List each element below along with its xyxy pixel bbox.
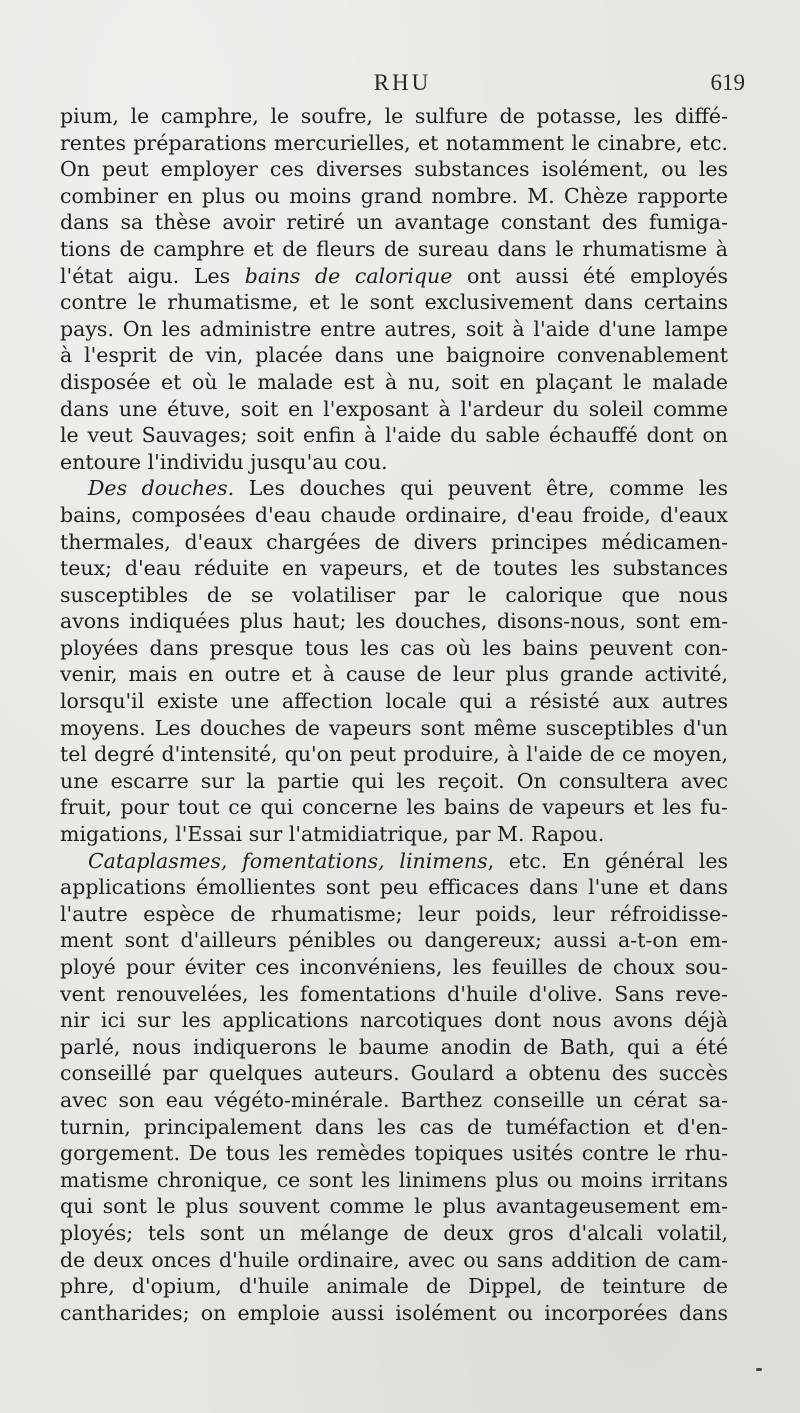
text-line: fruit, pour tout ce qui concerne les bains de vapeurs et les fu- (60, 795, 728, 820)
page-header (60, 70, 745, 106)
text-line: tions de camphre et de fleurs de sureau dans le rhumatisme à (60, 236, 728, 261)
text-line: applications émollientes sont peu efficaces dans l'une et dans (60, 875, 728, 900)
text-line: vent renouvelées, les fomentations d'huile d'olive. Sans reve- (60, 981, 728, 1006)
text-line: ment sont d'ailleurs pénibles ou dangereux; aussi a-t-on em- (60, 928, 728, 953)
text-line: phre, d'opium, d'huile animale de Dippel, de teinture de (60, 1274, 728, 1299)
text-line: On peut employer ces diverses substances isolément, ou les (60, 157, 728, 182)
page-number: 619 (710, 70, 745, 95)
text-line: disposée et où le malade est à nu, soit en plaçant le malade (60, 369, 728, 394)
text-line: nir ici sur les applications narcotiques dont nous avons déjà (60, 1008, 728, 1033)
print-speck (756, 1368, 762, 1371)
text-line: cantharides; on emploie aussi isolément ou incorporées dans (60, 1300, 728, 1325)
text-line: venir, mais en outre et à cause de leur plus grande activité, (60, 662, 728, 687)
text-line: susceptibles de se volatiliser par le calorique que nous (60, 582, 728, 607)
text-line: une escarre sur la partie qui les reçoit. On consultera avec (60, 768, 728, 793)
text-line: combiner en plus ou moins grand nombre. M. Chèze rapporte (60, 183, 728, 208)
text-line: matisme chronique, ce sont les linimens plus ou moins irritans (60, 1167, 728, 1192)
text-line: migations, l'Essai sur l'atmidiatrique, par M. Rapou. (60, 822, 605, 847)
text-line: tel degré d'intensité, qu'on peut produire, à l'aide de ce moyen, (60, 742, 728, 767)
text-line: dans sa thèse avoir retiré un avantage constant des fumiga- (60, 210, 728, 235)
text-line: lorsqu'il existe une affection locale qui a résisté aux autres (60, 689, 728, 714)
text-line: ployées dans presque tous les cas où les bains peuvent con- (60, 635, 728, 660)
text-line: l'autre espèce de rhumatisme; leur poids, leur réfroidisse- (60, 901, 728, 926)
text-line: l'état aigu. Les bains de calorique ont aussi été employés (60, 263, 728, 288)
text-line: avons indiquées plus haut; les douches, disons-nous, sont em- (60, 609, 728, 634)
text-line: avec son eau végéto-minérale. Barthez conseille un cérat sa- (60, 1087, 728, 1112)
text-line: thermales, d'eaux chargées de divers principes médicamen- (60, 529, 728, 554)
text-line: le veut Sauvages; soit enfin à l'aide du sable échauffé dont on (60, 423, 728, 448)
text-line: ployés; tels sont un mélange de deux gros d'alcali volatil, (60, 1220, 728, 1245)
text-line: ployé pour éviter ces inconvéniens, les feuilles de choux sou- (60, 955, 728, 979)
text-line: moyens. Les douches de vapeurs sont même susceptibles d'un (60, 715, 728, 740)
text-line: qui sont le plus souvent comme le plus avantageusement em- (60, 1194, 728, 1219)
text-line: Des douches. Les douches qui peuvent être, comme les (88, 476, 728, 501)
text-line: à l'esprit de vin, placée dans une baignoire convenablement (60, 343, 728, 368)
text-line: de deux onces d'huile ordinaire, avec ou sans addition de cam- (60, 1247, 728, 1272)
text-line: gorgement. De tous les remèdes topiques usités contre le rhu- (60, 1141, 728, 1166)
text-line: turnin, principalement dans les cas de tuméfaction et d'en- (60, 1114, 728, 1139)
text-line: dans une étuve, soit en l'exposant à l'ardeur du soleil comme (60, 396, 728, 421)
text-line: conseillé par quelques auteurs. Goulard a obtenu des succès (60, 1061, 728, 1086)
text-line: rentes préparations mercurielles, et notamment le cinabre, etc. (60, 130, 728, 155)
text-line: Cataplasmes, fomentations, linimens, etc. En général les (88, 848, 728, 873)
running-head: RHU (373, 70, 432, 95)
body-text (60, 103, 728, 1326)
text-line: pays. On les administre entre autres, soit à l'aide d'une lampe (60, 316, 728, 341)
text-line: teux; d'eau réduite en vapeurs, et de toutes les substances (60, 556, 728, 581)
text-line: pium, le camphre, le soufre, le sulfure de potasse, les diffé- (60, 104, 728, 128)
text-line: entoure l'individu jusqu'au cou. (60, 449, 388, 474)
text-line: bains, composées d'eau chaude ordinaire, d'eau froide, d'eaux (60, 502, 728, 527)
text-line: parlé, nous indiquerons le baume anodin de Bath, qui a été (60, 1034, 728, 1059)
text-line: contre le rhumatisme, et le sont exclusivement dans certains (60, 290, 728, 315)
